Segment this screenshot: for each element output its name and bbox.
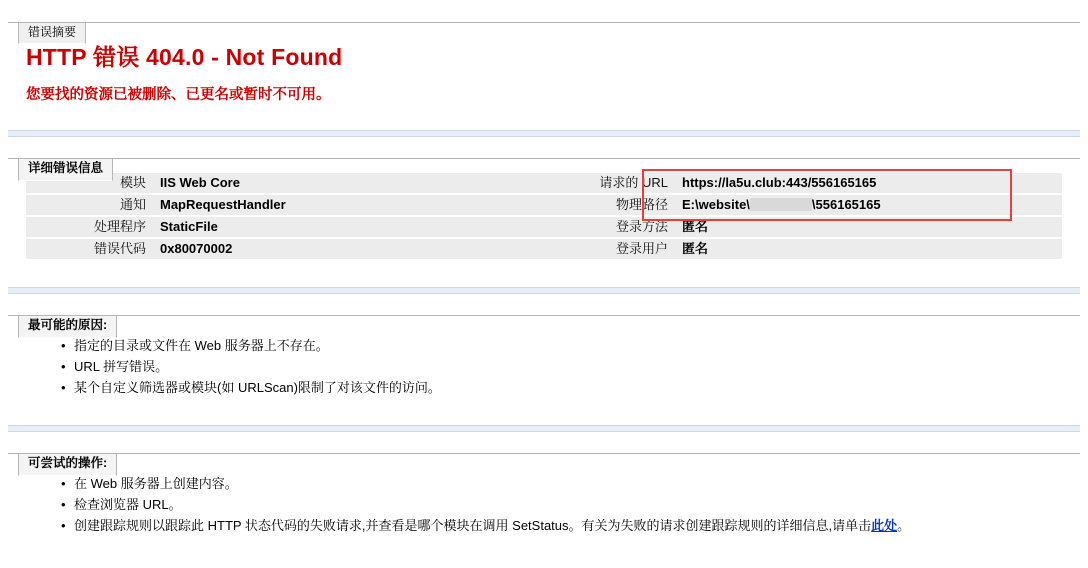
detailed-error-body	[8, 158, 1080, 273]
list-item: • 某个自定义筛选器或模块(如 URLScan)限制了对该文件的访问。	[74, 378, 1080, 397]
table-row	[544, 195, 1062, 215]
actions-list	[8, 474, 1080, 535]
action-text: 创建跟踪规则以跟踪此 HTTP 状态代码的失败请求,并查看是哪个模块在调用 SetStatus。有关为失败的请求创建跟踪规则的详细信息,请单击	[74, 518, 872, 533]
error-summary-body	[8, 22, 1080, 116]
detail-value: MapRequestHandler	[154, 195, 544, 215]
detailed-error-section	[8, 158, 1080, 273]
divider-3	[8, 425, 1080, 432]
list-item: • 在 Web 服务器上创建内容。	[74, 474, 1080, 493]
detail-left-column	[26, 173, 544, 261]
detail-label: 请求的 URL	[544, 173, 676, 193]
detail-value: 匿名	[676, 239, 1062, 259]
detail-label: 处理程序	[26, 217, 154, 237]
action-text-after: 。	[897, 518, 911, 533]
detail-label: 模块	[26, 173, 154, 193]
detail-label: 物理路径	[544, 195, 676, 215]
table-row	[26, 195, 544, 215]
detail-table	[8, 173, 1080, 261]
physical-path-value	[676, 195, 1062, 215]
detailed-error-tab: 详细错误信息	[18, 158, 113, 181]
causes-section	[8, 315, 1080, 411]
divider-2	[8, 287, 1080, 294]
error-summary-section	[8, 22, 1080, 116]
table-row	[544, 239, 1062, 259]
requested-url-value: https://la5u.club:443/556165165	[676, 173, 1062, 193]
error-title: HTTP 错误 404.0 - Not Found	[26, 44, 343, 70]
actions-tab: 可尝试的操作:	[18, 453, 117, 476]
error-subtitle: 您要找的资源已被删除、已更名或暂时不可用。	[26, 87, 331, 103]
redacted-path-segment	[750, 198, 812, 211]
actions-section	[8, 453, 1080, 549]
path-suffix: \556165165	[811, 197, 881, 212]
table-row	[26, 217, 544, 237]
detail-value: 匿名	[676, 217, 1062, 237]
table-row	[544, 173, 1062, 193]
causes-body	[8, 315, 1080, 411]
path-prefix: E:\website\	[682, 197, 750, 212]
divider-1	[8, 130, 1080, 137]
detail-value: StaticFile	[154, 217, 544, 237]
list-item: • 指定的目录或文件在 Web 服务器上不存在。	[74, 336, 1080, 355]
causes-tab: 最可能的原因:	[18, 315, 117, 338]
list-item	[74, 516, 1080, 535]
detail-value: IIS Web Core	[154, 173, 544, 193]
causes-list	[8, 336, 1080, 397]
error-summary-tab: 错误摘要	[18, 22, 86, 44]
list-item: • URL 拼写错误。	[74, 357, 1080, 376]
trace-rules-link[interactable]: 此处	[871, 518, 898, 533]
detail-right-column	[544, 173, 1062, 261]
table-row	[26, 239, 544, 259]
detail-value: 0x80070002	[154, 239, 544, 259]
error-page	[0, 22, 1088, 568]
detail-label: 通知	[26, 195, 154, 215]
detail-label: 登录方法	[544, 217, 676, 237]
list-item: • 检查浏览器 URL。	[74, 495, 1080, 514]
detail-label: 登录用户	[544, 239, 676, 259]
actions-body	[8, 453, 1080, 549]
detail-label: 错误代码	[26, 239, 154, 259]
table-row	[544, 217, 1062, 237]
